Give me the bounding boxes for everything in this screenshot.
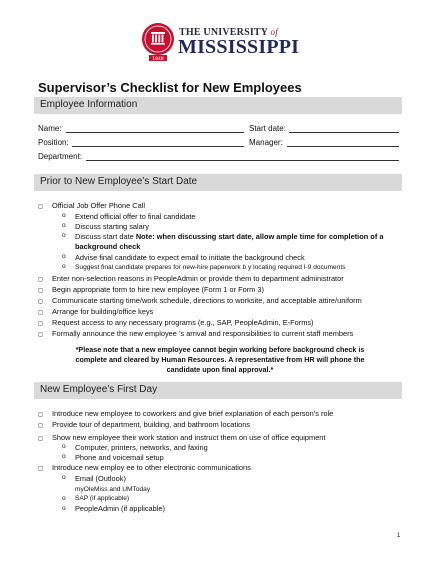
background-check-warning [40, 345, 400, 375]
checklist-subitem: Discuss starting salary [75, 222, 149, 231]
checklist-item: Communicate starting time/work schedule, directions to worksite, and acceptable attire/uniform [52, 296, 362, 305]
department-label: Department: [38, 152, 83, 161]
checklist-item: Request access to any necessary programs (e.g., SAP, PeopleAdmin, E-Forms) [52, 318, 314, 327]
sub-bullet-icon: o [62, 495, 66, 502]
checklist-subitem: myOleMiss and UMToday [75, 486, 151, 493]
seal-year: 1848 [152, 56, 164, 62]
checklist-item: Provide tour of department, building, and bathroom locations [52, 420, 251, 429]
university-seal-icon [141, 22, 175, 62]
section-header-prior-start [34, 174, 402, 191]
sub-bullet-icon: o [62, 453, 66, 460]
subitem-text: Discuss start date [75, 232, 134, 241]
start-date-note: Note: when discussing start date, allow ample time for completion of a [135, 232, 384, 241]
checklist-item: Enter non-selection reasons in PeopleAdmin or provide them to department administrator [52, 274, 344, 283]
position-field[interactable] [72, 146, 244, 147]
page-number: 1 [397, 533, 401, 539]
checkbox[interactable]: ◻ [38, 466, 43, 472]
checklist-subitem: Suggest final candidate prepares for new-hire paperwork b y locating required I-9 documents [75, 264, 346, 271]
checkbox[interactable]: ◻ [38, 321, 43, 327]
sub-bullet-icon: o [62, 212, 66, 219]
checklist-subitem: Phone and voicemail setup [75, 453, 164, 462]
sub-bullet-icon: o [62, 263, 66, 270]
checklist-subitem: Extend official offer to final candidate [75, 212, 196, 221]
sub-bullet-icon: o [62, 505, 66, 512]
checklist-subitem: PeopleAdmin (if applicable) [75, 504, 165, 513]
name-label: Name: [38, 124, 62, 133]
section-header-employee-info [34, 97, 402, 114]
section-header-first-day [34, 382, 402, 399]
checkbox[interactable]: ◻ [38, 204, 43, 210]
section-title: Prior to New Employee’s Start Date [40, 176, 198, 187]
sub-bullet-icon: o [62, 474, 66, 481]
section-title: Employee Information [40, 99, 138, 110]
checklist-subitem: Email (Outlook) [75, 474, 126, 483]
checklist-subitem: SAP (if applicable) [75, 495, 130, 502]
checkbox[interactable]: ◻ [38, 412, 43, 418]
page-title: Supervisor’s Checklist for New Employees [38, 80, 302, 95]
sub-bullet-icon: o [62, 253, 66, 260]
logo-mississippi-text: MISSISSIPPI [178, 36, 300, 58]
start-date-label: Start date: [249, 124, 286, 133]
checkbox[interactable]: ◻ [38, 277, 43, 283]
checkbox[interactable]: ◻ [38, 299, 43, 305]
checkbox[interactable]: ◻ [38, 332, 43, 338]
warning-line: candidate upon final approval.* [166, 365, 274, 374]
checkbox[interactable]: ◻ [38, 436, 43, 442]
manager-label: Manager: [249, 138, 283, 147]
checkbox[interactable]: ◻ [38, 423, 43, 429]
manager-field[interactable] [287, 146, 399, 147]
checklist-item: Formally announce the new employee ’s arrival and responsibilities to current staff members [52, 329, 354, 338]
checklist-subitem: Computer, printers, networks, and faxing [75, 443, 208, 452]
department-field[interactable] [86, 160, 399, 161]
start-date-note-cont: background check [75, 242, 141, 251]
start-date-field[interactable] [289, 132, 399, 133]
checklist-item: Official Job Offer Phone Call [52, 201, 145, 210]
checklist-subitem: Advise final candidate to expect email to initiate the background check [75, 253, 305, 262]
logo-university-text: THE UNIVERSITY [179, 27, 268, 38]
warning-line: complete and cleared by Human Resources. A representative from HR will phone the [75, 355, 365, 364]
checklist-item: Show new employee their work station and instruct them on use of office equipment [52, 433, 326, 442]
checkbox[interactable]: ◻ [38, 288, 43, 294]
checklist-item: Arrange for building/office keys [52, 307, 154, 316]
position-label: Position: [38, 138, 69, 147]
checklist-item: Begin appropriate form to hire new employee (Form 1 or Form 3) [52, 285, 264, 294]
sub-bullet-icon: o [62, 443, 66, 450]
checklist-item: Introduce new employ ee to other electronic communications [52, 463, 251, 472]
checklist-item: Introduce new employee to coworkers and give brief explanation of each person’s role [52, 409, 334, 418]
warning-line: *Please note that a new employee cannot begin working before background check is [75, 345, 365, 354]
university-logo [141, 22, 311, 64]
checkbox[interactable]: ◻ [38, 310, 43, 316]
section-title: New Employee’s First Day [40, 384, 158, 395]
checklist-subitem [75, 232, 383, 241]
sub-bullet-icon: o [62, 232, 66, 239]
name-field[interactable] [66, 132, 244, 133]
sub-bullet-icon: o [62, 222, 66, 229]
logo-of-text: of [270, 27, 278, 37]
